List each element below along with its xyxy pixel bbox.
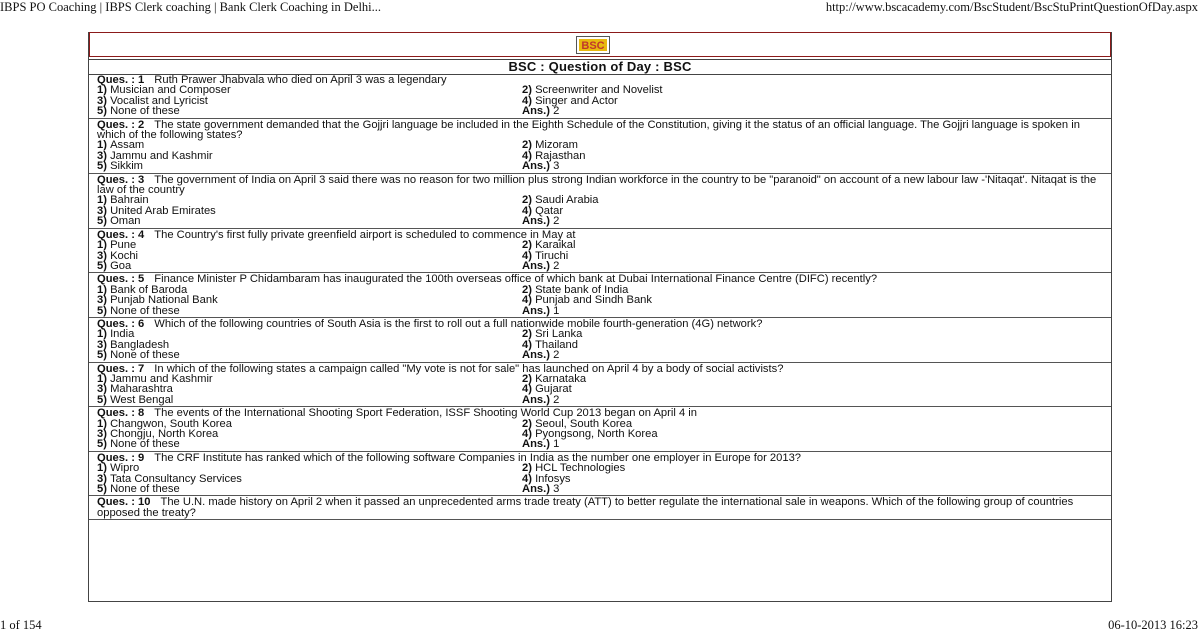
option-3: 3) Punjab National Bank: [97, 294, 218, 307]
option-5: 5) Goa: [97, 259, 132, 272]
print-header-url: http://www.bscacademy.com/BscStudent/BscStuPrintQuestionOfDay.aspx: [825, 0, 1198, 14]
option-row: [97, 251, 1111, 261]
option-3: 3) Vocalist and Lyricist: [97, 94, 208, 107]
answer: Ans.) 2: [522, 105, 560, 118]
question-block: [89, 229, 1111, 274]
option-row: [97, 195, 1111, 205]
question-block: [89, 318, 1111, 363]
option-1: 1) Changwon, South Korea: [97, 417, 232, 430]
option-2: 2) State bank of India: [522, 283, 629, 296]
page-title: BSC : Question of Day : BSC: [89, 59, 1111, 75]
option-3: 3) Kochi: [97, 249, 139, 262]
question-body: The events of the International Shooting Sport Federation, ISSF Shooting World Cup 2013 began on April 4 in: [154, 407, 698, 420]
option-5: 5) Oman: [97, 215, 141, 228]
answer: Ans.) 2: [522, 349, 560, 362]
question-number: Ques. : 6: [97, 317, 145, 330]
question-text: [97, 174, 1111, 196]
option-row: [97, 340, 1111, 350]
option-5: 5) Sikkim: [97, 160, 144, 173]
question-number: Ques. : 8: [97, 407, 145, 420]
option-1: 1) Wipro: [97, 462, 140, 475]
print-datetime: 06-10-2013 16:23: [1108, 618, 1198, 632]
question-body: Which of the following countries of South Asia is the first to roll out a full nationwide mobile fourth-generation (4G) network?: [154, 317, 763, 330]
option-1: 1) Jammu and Kashmir: [97, 372, 213, 385]
option-row: [97, 96, 1111, 106]
option-row: [97, 350, 1111, 360]
option-row: [97, 395, 1111, 405]
option-row: [97, 240, 1111, 250]
question-body: The state government demanded that the Gojjri language be included in the Eighth Schedule of the Constitution, giving it the status of an official language. The Gojjri language is spoken in which of the following states?: [97, 118, 1080, 142]
option-1: 1) Pune: [97, 239, 137, 252]
option-1: 1) India: [97, 328, 135, 341]
option-5: 5) None of these: [97, 105, 180, 118]
option-5: 5) None of these: [97, 483, 180, 496]
question-body: The Country's first fully private greenfield airport is scheduled to commence in May at: [154, 228, 576, 241]
question-block: [89, 74, 1111, 119]
option-row: [97, 161, 1111, 171]
logo-banner: [89, 32, 1111, 57]
question-number: Ques. : 7: [97, 362, 145, 375]
option-row: [97, 484, 1111, 494]
option-3: 3) Jammu and Kashmir: [97, 149, 213, 162]
option-4: 4) Punjab and Sindh Bank: [522, 294, 653, 307]
question-number: Ques. : 10: [97, 496, 151, 509]
option-3: 3) Tata Consultancy Services: [97, 472, 242, 485]
question-block: [89, 273, 1111, 318]
option-3: 3) Chongju, North Korea: [97, 428, 219, 440]
question-list: [89, 74, 1111, 520]
option-2: 2) Sri Lanka: [522, 328, 583, 341]
option-2: 2) Karaikal: [522, 239, 576, 252]
answer: Ans.) 2: [522, 393, 560, 406]
question-text: [97, 119, 1111, 141]
option-row: [97, 439, 1111, 449]
option-3: 3) Maharashtra: [97, 383, 173, 396]
option-row: [97, 151, 1111, 161]
option-4: 4) Tiruchi: [522, 249, 569, 262]
answer: Ans.) 1: [522, 304, 560, 317]
option-5: 5) West Bengal: [97, 393, 174, 406]
page-counter: 1 of 154: [0, 618, 42, 632]
question-block: [89, 407, 1111, 452]
question-text: [97, 496, 1111, 518]
option-4: 4) Infosys: [522, 472, 571, 485]
option-4: 4) Qatar: [522, 204, 564, 217]
question-block: [89, 452, 1111, 497]
question-block: [89, 119, 1111, 174]
option-row: [97, 474, 1111, 484]
question-body: In which of the following states a campaign called "My vote is not for sale" has launched on April 4 by a body of social activists?: [154, 362, 784, 375]
option-1: 1) Bank of Baroda: [97, 283, 188, 296]
question-body: The CRF Institute has ranked which of the following software Companies in India as the number one employer in Europe for 2013?: [154, 451, 802, 464]
option-2: 2) Karnataka: [522, 372, 587, 385]
option-5: 5) None of these: [97, 349, 180, 362]
question-number: Ques. : 3: [97, 173, 145, 186]
option-row: [97, 106, 1111, 116]
option-4: 4) Thailand: [522, 338, 578, 351]
option-3: 3) Bangladesh: [97, 338, 170, 351]
option-4: 4) Pyongsong, North Korea: [522, 428, 658, 440]
option-row: [97, 295, 1111, 305]
option-row: [97, 140, 1111, 150]
option-2: 2) Saudi Arabia: [522, 194, 599, 207]
option-5: 5) None of these: [97, 304, 180, 317]
question-body: The U.N. made history on April 2 when it passed an unprecedented arms trade treaty (ATT) to better regulate the international sale in weapons. Which of the following group of countries opposed the treaty?: [97, 496, 1074, 519]
option-row: [97, 329, 1111, 339]
option-row: [97, 261, 1111, 271]
print-header-title: IBPS PO Coaching | IBPS Clerk coaching | Bank Clerk Coaching in Delhi...: [0, 0, 382, 14]
question-number: Ques. : 9: [97, 451, 145, 464]
answer: Ans.) 1: [522, 438, 560, 451]
question-body: Ruth Prawer Jhabvala who died on April 3 was a legendary: [154, 74, 447, 86]
question-block: [89, 174, 1111, 229]
option-row: [97, 216, 1111, 226]
bsc-logo: [576, 36, 610, 54]
option-row: [97, 384, 1111, 394]
option-row: [97, 206, 1111, 216]
option-2: 2) Mizoram: [522, 139, 578, 152]
question-number: Ques. : 1: [97, 74, 145, 86]
question-body: The government of India on April 3 said there was no reason for two million plus strong Indian workforce in the country to be "paranoid" on account of a new labour law -'Nitaqat'. Nitaqat is the law of the country: [97, 173, 1097, 197]
option-2: 2) Screenwriter and Novelist: [522, 84, 663, 97]
option-1: 1) Musician and Composer: [97, 84, 231, 97]
answer: Ans.) 2: [522, 215, 560, 228]
question-block: [89, 496, 1111, 520]
question-text: [97, 363, 1111, 374]
answer: Ans.) 2: [522, 259, 560, 272]
option-row: [97, 463, 1111, 473]
option-row: [97, 374, 1111, 384]
question-body: Finance Minister P Chidambaram has inaugurated the 100th overseas office of which bank at Dubai International Finance Centre (DIFC) recently?: [154, 273, 878, 286]
question-block: [89, 363, 1111, 408]
option-1: 1) Bahrain: [97, 194, 149, 207]
question-sheet: [88, 32, 1112, 602]
option-5: 5) None of these: [97, 438, 180, 451]
option-row: [97, 306, 1111, 316]
answer: Ans.) 3: [522, 160, 560, 173]
option-2: 2) HCL Technologies: [522, 462, 626, 475]
question-text: [97, 318, 1111, 329]
question-number: Ques. : 2: [97, 118, 145, 131]
option-4: 4) Gujarat: [522, 383, 572, 396]
option-4: 4) Singer and Actor: [522, 94, 618, 107]
question-number: Ques. : 4: [97, 228, 145, 241]
logo-text: BSC: [581, 40, 605, 52]
answer: Ans.) 3: [522, 483, 560, 496]
option-4: 4) Rajasthan: [522, 149, 586, 162]
option-3: 3) United Arab Emirates: [97, 204, 216, 217]
option-1: 1) Assam: [97, 139, 145, 152]
question-number: Ques. : 5: [97, 273, 145, 286]
question-text: [97, 229, 1111, 240]
option-row: [97, 429, 1111, 439]
option-2: 2) Seoul, South Korea: [522, 417, 633, 430]
